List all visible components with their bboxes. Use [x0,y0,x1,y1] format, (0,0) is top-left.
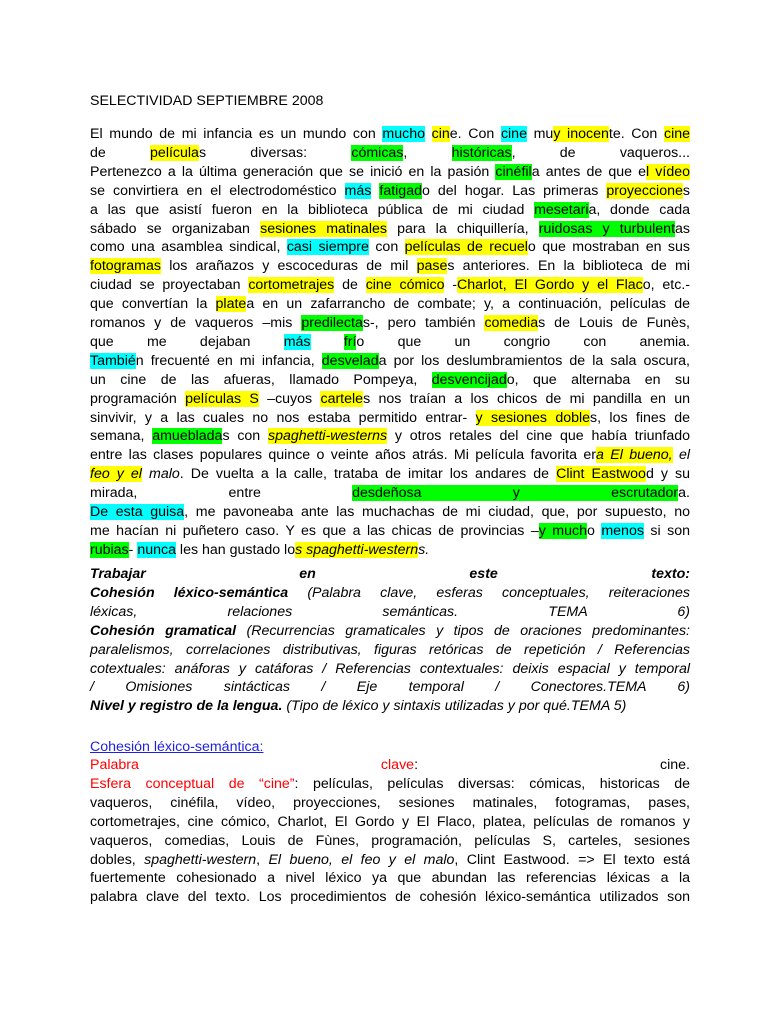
text-run: e. Con [449,126,501,142]
text-run: , [256,851,269,868]
document-title: SELECTIVIDAD SEPTIEMBRE 2008 [90,93,324,109]
text-run: , [403,144,452,161]
text-run: s. [418,541,430,558]
analysis-line [90,794,690,812]
text-run: a antes de que e [531,163,647,180]
body-text-line [90,163,690,181]
text-run: el [672,447,690,464]
text-run: como una asamblea sindical, [90,239,287,256]
text-run: semana, [90,428,153,445]
highlighted-text: fatigad [379,182,422,199]
text-run: malo [149,466,180,483]
highlighted-text: película [150,144,199,161]
highlighted-text: nunca [137,541,176,558]
text-run: a por los deslumbramientos de la sala oscura, [378,352,690,369]
text-run: El bueno, el feo y el malo [268,851,455,868]
analysis-line [90,832,690,850]
text-run: (Tipo de léxico y sintaxis utilizadas y por qué.TEMA 5) [282,698,627,715]
analysis-line [90,851,690,869]
highlighted-text: más [344,182,372,199]
body-text-line [90,503,690,521]
highlighted-text: Clint Eastwoo [556,466,646,483]
text-run: s nos traían a los chicos de mi pandilla en un [363,390,690,407]
text-run: si son [643,522,690,539]
highlighted-text: cine [500,126,527,142]
body-text-line [90,427,690,445]
text-run: El mundo de mi infancia es un mundo con [90,126,383,142]
text-run: s de Louis de Funès, [538,315,690,331]
body-text-line [90,371,690,389]
red-label: Palabra clave [90,757,415,773]
text-run: o del hogar. Las primeras [421,182,607,199]
text-run: . De vuelta a la calle, trataba de imitar los andares de [179,466,557,483]
text-run: palabra clave del texto. Los procedimientos de cohesión léxico-semántica utilizados son [90,889,690,906]
highlighted-text: a El bueno, [596,447,673,464]
body-text-line [90,333,690,351]
text-run: un cine de las afueras, llamado Pompeya, [90,371,432,388]
text-run: mirada, entre [90,485,353,502]
body-text-line [90,144,690,162]
body-text-line [90,390,690,408]
text-run: vaqueros, comedias, Louis de Fùnes, programación, películas S, carteles, sesiones [90,832,690,849]
analysis-line [90,869,690,887]
text-run: - [128,541,138,558]
text-run [425,126,432,142]
text-run: vaqueros, cinéfila, vídeo, proyecciones, sesiones matinales, fotogramas, pases, [90,794,690,811]
highlighted-text: desvencijad [431,371,507,388]
red-label: Esfera conceptual de “cine” [90,775,295,792]
body-text-line [90,182,690,200]
text-run: cotextuales: anáforas y catáforas / Referencias contextuales: deixis espacial y temporal [90,660,690,677]
text-run: / Omisiones sintácticas / Eje temporal / Conectores.TEMA 6) [90,679,690,696]
highlighted-text: cine cómico [365,277,445,294]
body-text-line [90,541,429,559]
highlighted-text: frí [343,333,357,350]
text-run: o, etc.- [642,277,690,294]
highlighted-text: spaghetti-westerns [268,428,388,445]
highlighted-text: películas de recuel [404,239,528,256]
text-run: Nivel y registro de la lengua. [90,698,283,715]
text-run: ciudad se proyectaban [90,277,249,294]
text-run: o que un congrio con anemia. [356,333,690,350]
body-text-line [90,276,690,294]
analysis-line [90,813,690,831]
text-run [142,466,149,482]
analysis-heading[interactable]: Cohesión léxico-semántica: [90,739,264,755]
text-run: mu [526,126,554,142]
highlighted-text: cartele [320,390,364,407]
text-run: de [90,144,151,161]
text-run: - [444,277,458,294]
text-run: d y su [645,466,690,483]
work-line [90,660,690,678]
highlighted-text: sesiones matinales [260,220,387,237]
highlighted-text: predilecta [301,315,363,331]
highlighted-text: cin [431,126,450,142]
text-run: los arañazos y escoceduras de mil [160,258,417,275]
text-run: Cohesión gramatical [90,622,237,639]
text-run: fuertemente cohesionado a nivel léxico ya que abundan las referencias léxicas a la [90,870,690,887]
analysis-line [90,756,690,774]
text-run: , Clint Eastwood. => El texto está [454,851,690,868]
highlighted-text: De esta guisa [90,504,185,520]
highlighted-text: desvelad [321,352,379,369]
body-text-line [90,484,690,502]
highlighted-text: cine [663,126,690,142]
highlighted-text: Charlot, El Gordo y el Flac [457,277,643,294]
text-run: sinvivir, y a las cuales no nos estaba permitido entrar- [90,409,476,426]
highlighted-text: ruidosas y turbulent [538,220,676,237]
highlighted-text: históricas [451,144,512,161]
text-run: que me dejaban [90,333,284,350]
text-run: me hacían ni puñetero caso. Y es que a las chicas de provincias – [90,522,539,539]
highlighted-text: Tambié [90,352,136,369]
work-line [90,603,690,621]
text-run: spaghetti-western [144,851,257,868]
text-run: Pertenezco a la última generación que se inició en la pasión [90,163,496,180]
body-text-line [90,352,690,370]
work-line [90,584,690,602]
work-line [90,641,690,659]
highlighted-text: menos [601,522,644,539]
highlighted-text: plate [215,296,247,313]
body-text-line [90,220,690,238]
text-run: de [334,277,366,294]
highlighted-text: s spaghetti-western [295,541,419,558]
body-text-line [90,125,690,143]
text-run: paralelismos, correlaciones distributivas, figuras retóricas de repetición / Referencias [90,641,690,658]
work-line [90,678,690,696]
text-run: a, donde cada [588,201,691,218]
text-run: se convirtiera en el electrodoméstico [90,182,345,199]
text-run: programación [90,390,186,407]
highlighted-text: feo y el [90,466,142,483]
text-run: que convertían la [90,296,216,313]
body-text-line [90,257,690,275]
text-run: a en un zafarrancho de combate; y, a continuación, películas de [246,296,690,313]
text-run: dobles, [90,851,145,868]
body-text-line [90,295,690,313]
highlighted-text: más [283,333,311,350]
text-run: a. [678,485,690,502]
text-run: o que mostraban en sus [527,239,691,256]
text-run: a las que asistí fueron en la biblioteca pública de mi ciudad [90,201,535,218]
text-run: o [586,522,602,539]
text-run: cortometrajes, cine cómico, Charlot, El Gordo y El Flaco, platea, películas de romanos y [90,813,690,830]
text-run: , de vaqueros... [511,144,691,161]
highlighted-text: mesetari [534,201,589,218]
body-text-line [90,465,690,483]
highlighted-text: mucho [382,126,426,142]
highlighted-text: amueblada [152,428,223,445]
highlighted-text: y sesiones doble [475,409,591,426]
work-line [90,697,626,715]
highlighted-text: cinéfil [495,163,532,180]
text-run: sábado se organizaban [90,220,261,237]
body-text-line [90,238,690,256]
text-run: s diversas: [198,144,352,161]
body-text-line [90,522,690,540]
text-run: y otros retales del cine que había triunfado [387,428,690,445]
work-line [90,622,690,640]
highlighted-text: casi siempre [286,239,369,256]
highlighted-text: rubias [90,541,129,558]
highlighted-text: comedia [484,315,539,331]
analysis-line [90,775,690,793]
highlighted-text: películas S [185,390,259,407]
text-run: entre las clases populares quince o veinte años atrás. Mi película favorita er [90,447,596,464]
text-run: s-, pero también [362,315,485,331]
body-text-line [90,446,690,464]
text-run [311,334,344,350]
text-run: s [682,182,690,199]
text-run: s anteriores. En la biblioteca de mi [447,258,690,275]
highlighted-text: proyeccione [606,182,683,199]
body-text-line [90,409,690,427]
text-run: n frecuenté en mi infancia, [135,352,322,369]
text-run: para la chiquillería, [386,220,539,237]
text-run: , me pavoneaba ante las muchachas de mi ciudad, que, por supuesto, no [184,504,690,520]
text-run: (Palabra clave, esferas conceptuales, reiteraciones [288,584,690,601]
text-run: o, que alternaba en su [506,371,690,388]
text-run: : películas, películas diversas: cómicas, historicas de [294,775,690,792]
text-run: Cohesión léxico-semántica [90,584,289,601]
text-run: con [368,239,405,256]
highlighted-text: fotogramas [90,258,161,275]
analysis-line [90,888,690,906]
text-run: (Recurrencias gramaticales y tipos de oraciones predominantes: [236,622,690,639]
highlighted-text: cortometrajes [248,277,335,294]
highlighted-text: l vídeo [646,163,690,180]
text-run: te. Con [608,126,664,142]
text-run: s, los fines de [590,409,691,426]
text-run: s con [222,428,268,445]
text-run: romanos y de vaqueros –mis [90,315,302,331]
text-run: as [675,220,691,237]
highlighted-text: cómicas [351,144,404,161]
highlighted-text: y inocen [553,126,609,142]
text-run: les han gustado lo [175,541,296,558]
highlighted-text: desdeñosa y escrutador [352,485,679,502]
highlighted-text: y much [538,522,587,539]
text-run: : cine. [414,757,691,773]
work-line [90,565,690,583]
text-run: léxicas, relaciones semánticas. TEMA 6) [90,603,690,620]
text-run: Trabajar en este texto: [90,566,690,582]
body-text-line [90,201,690,219]
highlighted-text: pase [416,258,448,275]
body-text-line [90,314,690,332]
text-run: –cuyos [258,390,321,407]
